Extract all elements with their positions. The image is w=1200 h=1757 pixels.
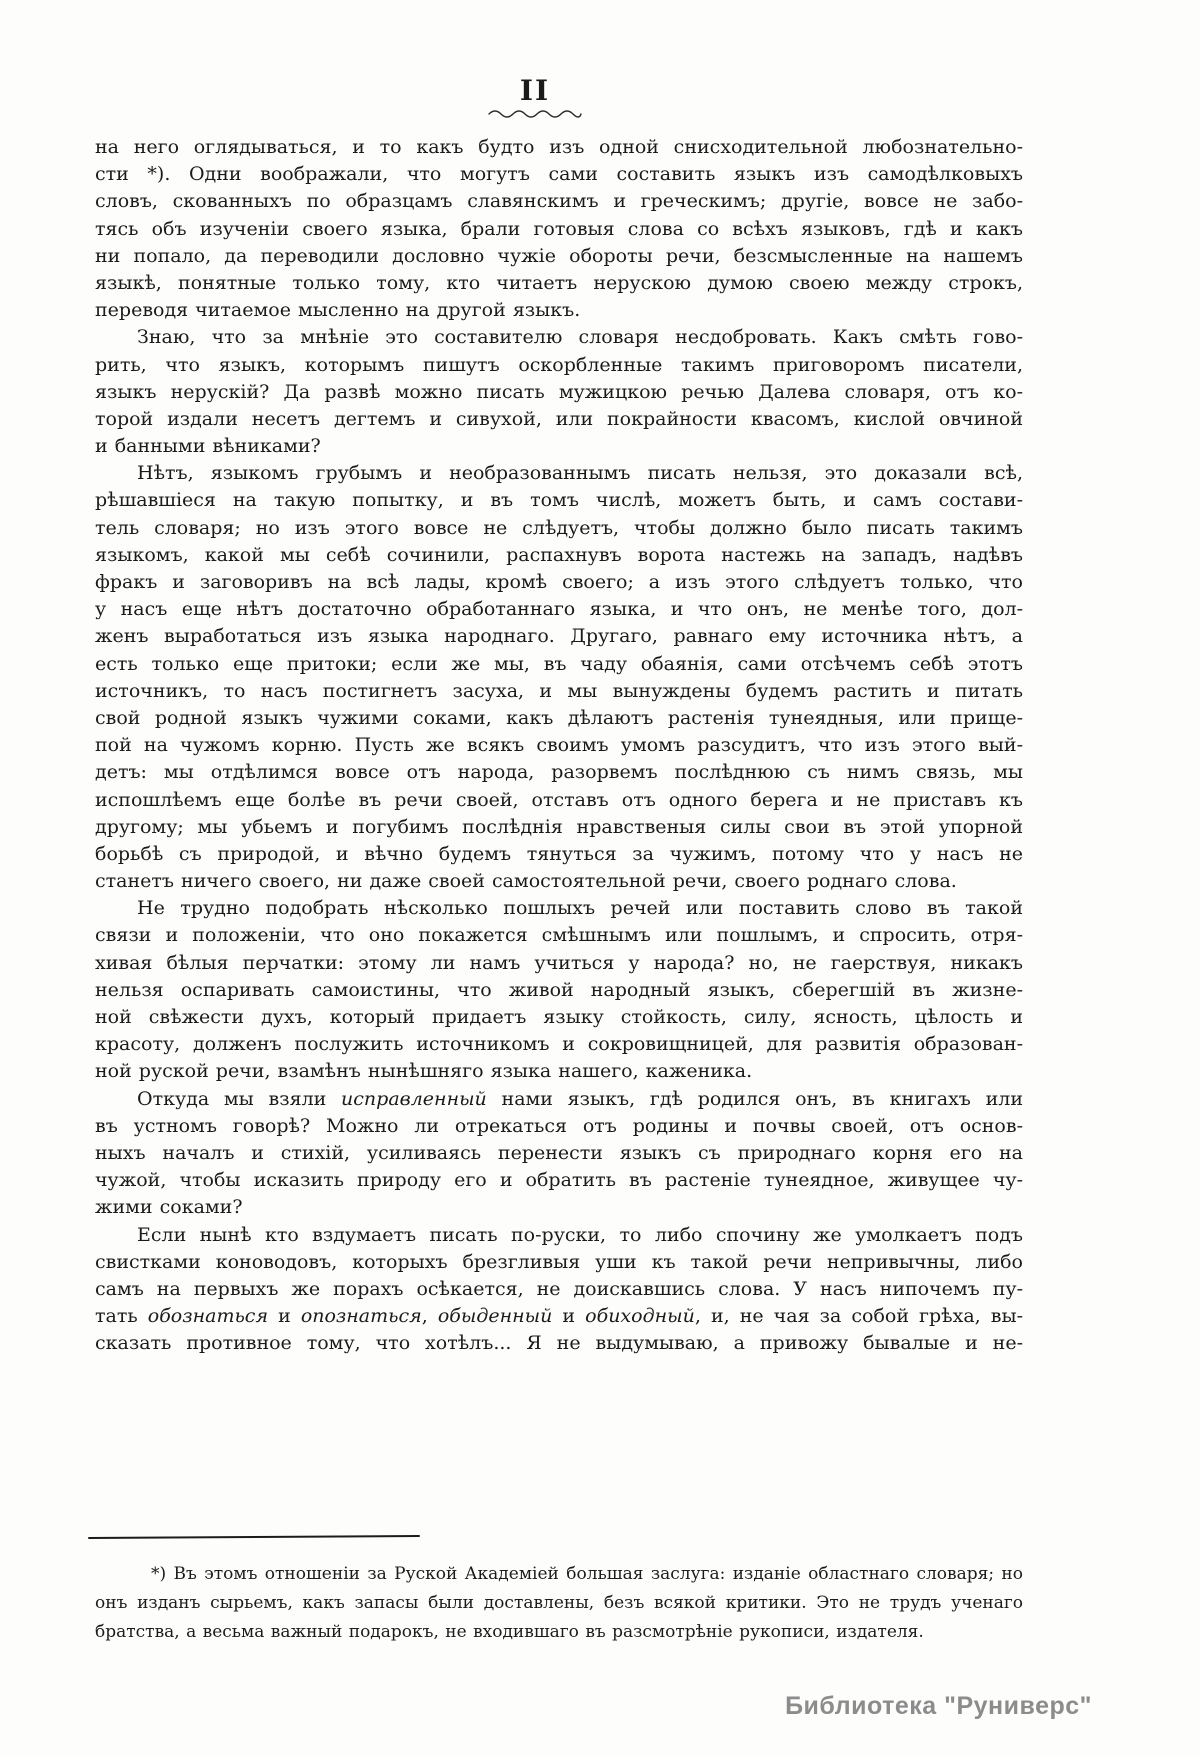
text-line: тать обознаться и опознаться, обыденный и обиходный, и, не чая за собой грѣха, вы- <box>95 1305 1023 1328</box>
paragraph <box>95 324 1023 460</box>
page-header <box>71 76 999 119</box>
paragraph <box>95 1086 1023 1222</box>
text-line: другому; мы убьемъ и погубимъ послѣднія нравственыя силы свои въ этой упорной <box>95 815 1023 838</box>
text-line: тель словаря; но изъ этого вовсе не слѣдуетъ, чтобы должно было писать такимъ <box>95 516 1023 539</box>
text-line: ныхъ началъ и стихій, усиливаясь перенести языкъ съ природнаго корня его на <box>95 1141 1023 1164</box>
text-line: онъ изданъ сырьемъ, какъ запасы были доставлены, безъ всякой критики. Это не трудъ ученаго <box>95 1593 1023 1613</box>
text-line: источникъ, то насъ постигнетъ засуха, и мы вынуждены будемъ растить и питать <box>95 679 1023 702</box>
text-line: въ устномъ говорѣ? Можно ли отрекаться отъ родины и почвы своей, отъ основ- <box>95 1114 1023 1137</box>
text-line: на него оглядываться, и то какъ будто изъ одной снисходительной любознательно- <box>95 136 1023 158</box>
text-line: Не трудно подобрать нѣсколько пошлыхъ речей или поставить слово въ такой <box>137 897 1023 920</box>
text-line: языкѣ, понятные только тому, кто читаетъ нерускою думою своею между строкъ, <box>95 271 1023 294</box>
text-line: сти *). Одни воображали, что могутъ сами составить языкъ изъ самодѣлковыхъ <box>95 163 1023 186</box>
text-line: у насъ еще нѣтъ достаточно обработаннаго языка, и что онъ, не менѣе того, дол- <box>95 598 1023 621</box>
text-line: красоту, долженъ послужить источникомъ и сокровищницей, для развитія образован- <box>95 1033 1023 1056</box>
text-line: связи и положеніи, что оно покажется смѣшнымъ или пошлымъ, и спросить, отря- <box>95 924 1023 947</box>
text-line: женъ выработаться изъ языка народнаго. Другаго, равнаго ему источника нѣтъ, а <box>95 625 1023 648</box>
paragraph <box>95 1222 1023 1358</box>
paragraph <box>95 895 1023 1085</box>
text-line: борьбѣ съ природой, и вѣчно будемъ тянуться за чужимъ, потому что у насъ не <box>95 842 1023 865</box>
text-line: словъ, скованныхъ по образцамъ славянскимъ и греческимъ; другіе, вовсе не забо- <box>95 190 1023 213</box>
text-line: нельзя оспаривать самоистины, что живой народный языкъ, сберегшій въ жизне- <box>95 978 1023 1001</box>
text-line: чужой, чтобы исказить природу его и обратить въ растеніе тунеядное, живущее чу- <box>95 1169 1023 1192</box>
text-line: языкомъ, какой мы себѣ сочинили, распахнувъ ворота настежь на западъ, надѣвъ <box>95 543 1023 566</box>
text-line: детъ: мы отдѣлимся вовсе отъ народа, разорвемъ послѣднюю съ нимъ связь, мы <box>95 761 1023 784</box>
text-line: жими соками? <box>95 1196 243 1219</box>
text-line: фракъ и заговоривъ на всѣ лады, кромѣ своего; а изъ этого слѣдуетъ только, что <box>95 571 1023 593</box>
text-line: переводя читаемое мысленно на другой языкъ. <box>95 299 581 322</box>
text-line: рѣшавшіеся на такую попытку, и въ томъ числѣ, можетъ быть, и самъ состави- <box>95 489 1023 512</box>
text-line: ной руской речи, взамѣнъ нынѣшняго языка нашего, каженика. <box>95 1060 753 1083</box>
text-line: торой издали несетъ дегтемъ и сивухой, или покрайности квасомъ, кислой овчиной <box>95 407 1023 430</box>
text-line: самъ на первыхъ же порахъ осѣкается, не доискавшись слова. У насъ нипочемъ пу- <box>95 1277 1023 1300</box>
text-line: Если нынѣ кто вздумаетъ писать по-руски, то либо спочину же умолкаетъ подъ <box>137 1223 1023 1246</box>
library-watermark: Библиотека "Руниверс" <box>785 1692 1092 1720</box>
text-line: сказать противное тому, что хотѣлъ... Я не выдумываю, а привожу бывалые и не- <box>95 1332 1023 1355</box>
text-line: братства, а весьма важный подарокъ, не входившаго въ разсмотрѣніе рукописи, издателя. <box>95 1622 924 1642</box>
text-line: Знаю, что за мнѣніе это составителю словаря несдобровать. Какъ смѣть гово- <box>137 326 1023 349</box>
text-line: ной свѣжести духъ, который придаетъ языку стойкость, силу, ясность, цѣлость и <box>95 1006 1023 1028</box>
text-line: хивая бѣлыя перчатки: этому ли намъ учиться у народа? но, не гаерствуя, никакъ <box>95 951 1023 974</box>
text-line: станетъ ничего своего, ни даже своей самостоятельной речи, своего роднаго слова. <box>95 870 957 893</box>
paragraph <box>95 134 1023 324</box>
paragraph <box>95 460 1023 895</box>
footnote-divider <box>88 1535 420 1539</box>
text-line: свистками коноводовъ, которыхъ брезгливыя уши къ такой речи непривычны, либо <box>95 1250 1023 1273</box>
text-line: и банными вѣниками? <box>95 435 321 458</box>
page-number: II <box>519 74 551 107</box>
text-line: Откуда мы взяли исправленный нами языкъ, гдѣ родился онъ, въ книгахъ или <box>137 1087 1023 1110</box>
footnote-text <box>95 1560 1023 1647</box>
body-text <box>95 134 1023 1357</box>
text-line: ни попало, да переводили дословно чужіе обороты речи, безсмысленные на нашемъ <box>95 244 1023 267</box>
text-line: рить, что языкъ, которымъ пишутъ оскорбленные такимъ приговоромъ писатели, <box>95 353 1023 376</box>
squiggle-ornament-icon <box>487 107 583 119</box>
text-line: пой на чужомъ корню. Пусть же всякъ своимъ умомъ разсудитъ, что изъ этого вый- <box>95 734 1023 757</box>
text-line: есть только еще притоки; если же мы, въ чаду обаянія, сами отсѣчемъ себѣ этотъ <box>95 652 1023 675</box>
text-line: испошлѣемъ еще болѣе въ речи своей, отставъ отъ одного берега и не приставъ къ <box>95 788 1023 811</box>
text-line: языкъ нерускій? Да развѣ можно писать мужицкою речью Далева словаря, отъ ко- <box>95 380 1023 403</box>
text-line: тясь объ изученіи своего языка, брали готовыя слова со всѣхъ языковъ, гдѣ и какъ <box>95 217 1023 240</box>
text-line: Нѣтъ, языкомъ грубымъ и необразованнымъ писать нельзя, это доказали всѣ, <box>137 462 1023 485</box>
text-line: *) Въ этомъ отношеніи за Руской Академіей большая заслуга: изданіе областнаго словаря; но <box>151 1564 1023 1584</box>
text-line: свой родной языкъ чужими соками, какъ дѣлаютъ растенія тунеядныя, или прище- <box>95 706 1023 729</box>
